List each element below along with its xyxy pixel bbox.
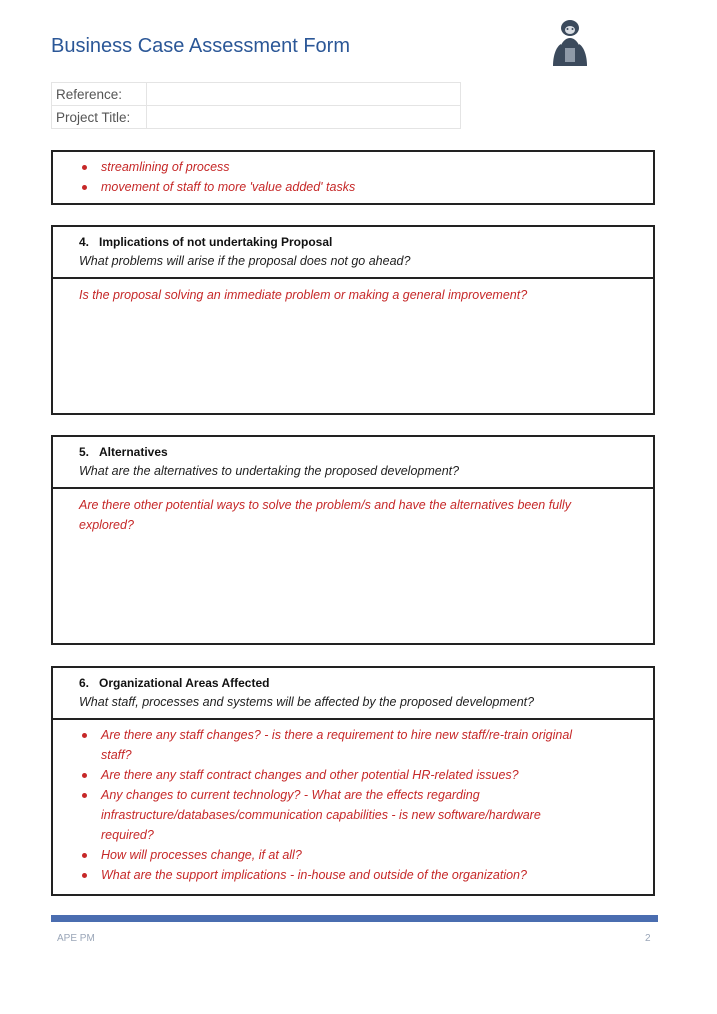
footer-label: APE PM [57, 933, 95, 944]
section-number: 5. [79, 445, 90, 459]
section-question: What problems will arise if the proposal does not go ahead? [79, 254, 411, 268]
footer-bar [51, 915, 658, 922]
continued-section-box [51, 150, 655, 205]
section-5-header [53, 437, 653, 489]
section-title: Alternatives [99, 445, 168, 459]
section-question: What are the alternatives to undertaking the proposed development? [79, 464, 460, 478]
section-title: Implications of not undertaking Proposal [99, 235, 333, 249]
section-number: 6. [79, 676, 90, 690]
section-6-box [51, 666, 655, 896]
section-number: 4. [79, 235, 90, 249]
reference-table [51, 82, 461, 129]
section-guidance: Is the proposal solving an immediate problem or making a general improvement? [79, 288, 528, 302]
bullet-icon [82, 773, 87, 778]
bullet-icon [82, 165, 87, 170]
section-4-header [53, 227, 653, 279]
list-item: movement of staff to more 'value added' tasks [79, 177, 627, 197]
section-4-box [51, 225, 655, 415]
list-item: streamlining of process [79, 157, 627, 177]
reference-field[interactable] [147, 83, 461, 106]
list-item: What are the support implications - in-house and outside of the organization? [79, 865, 597, 885]
section-question: What staff, processes and systems will be affected by the proposed development? [79, 695, 535, 709]
section-guidance: Are there other potential ways to solve the problem/s and have the alternatives been fully explored? [79, 498, 571, 532]
bullet-icon [82, 185, 87, 190]
project-title-label: Project Title: [52, 106, 147, 129]
bullet-icon [82, 733, 87, 738]
reference-label: Reference: [52, 83, 147, 106]
bullet-icon [82, 873, 87, 878]
bullet-icon [82, 793, 87, 798]
section-6-response-area[interactable] [53, 720, 653, 889]
list-item: Any changes to current technology? - What are the effects regarding infrastructure/databases/communication capabilities - is new software/hardware required? [79, 785, 597, 845]
list-item: Are there any staff changes? - is there a requirement to hire new staff/re-train original staff? [79, 725, 597, 765]
bullet-icon [82, 853, 87, 858]
list-item: Are there any staff contract changes and other potential HR-related issues? [79, 765, 597, 785]
project-title-field[interactable] [147, 106, 461, 129]
reference-row [52, 83, 461, 106]
document-title: Business Case Assessment Form [51, 35, 350, 57]
section-5-response-area[interactable] [53, 489, 653, 539]
section-6-header [53, 668, 653, 720]
section-4-response-area[interactable] [53, 279, 653, 309]
list-item: How will processes change, if at all? [79, 845, 597, 865]
section-title: Organizational Areas Affected [99, 676, 270, 690]
page-number: 2 [645, 933, 651, 944]
section-6-bullet-list [79, 725, 627, 885]
project-title-row [52, 106, 461, 129]
monkey-logo-icon [549, 18, 591, 68]
section-5-box [51, 435, 655, 645]
continued-bullet-list [79, 157, 627, 197]
